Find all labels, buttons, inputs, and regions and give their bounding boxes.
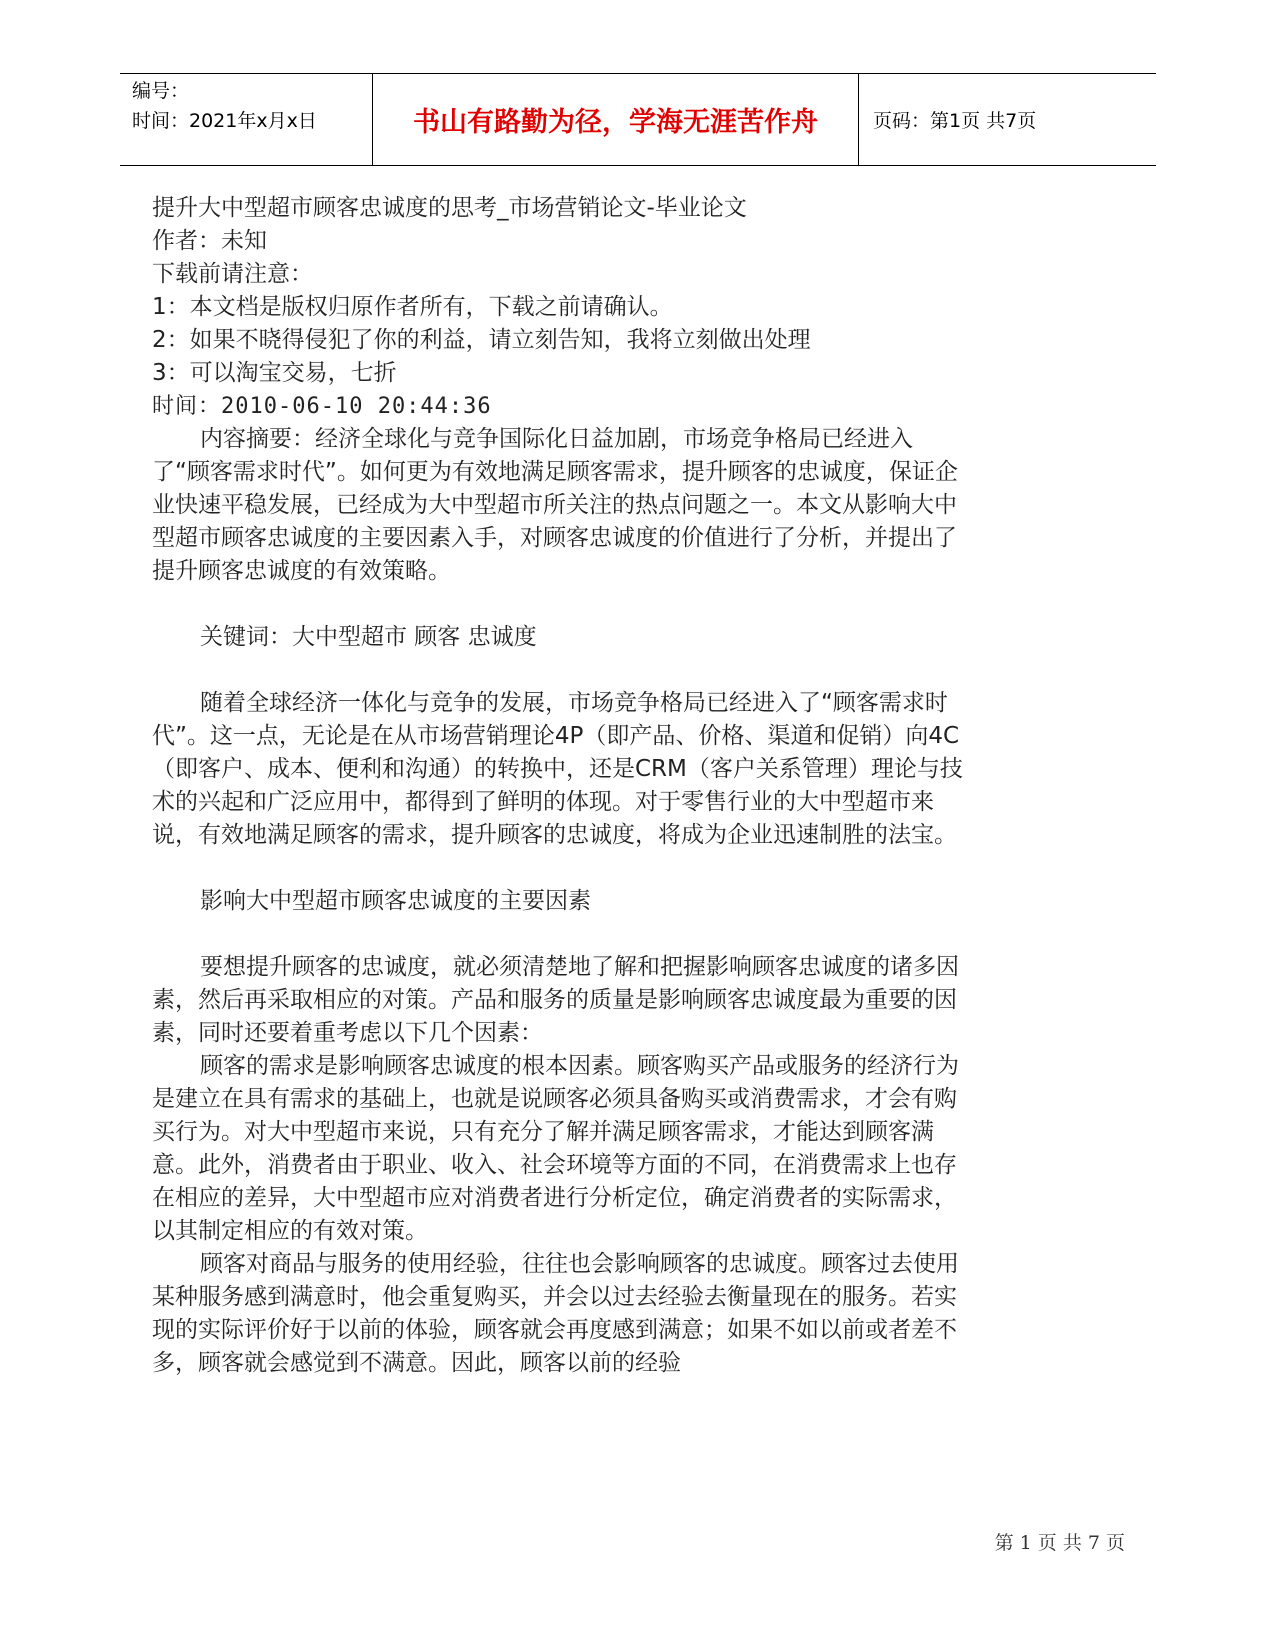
- body-paragraph: 顾客对商品与服务的使用经验，往往也会影响顾客的忠诚度。顾客过去使用某种服务感到满意时，他会重复购买，并会以过去经验去衡量现在的服务。若实现的实际评价好于以前的体验，顾客就会再度感到满意；如果不如以前或者差不多，顾客就会感觉到不满意。因此，顾客以前的经验: [152, 1251, 959, 1376]
- intro-paragraph: 随着全球经济一体化与竞争的发展，市场竞争格局已经进入了“顾客需求时代”。这一点，无论是在从市场营销理论4P（即产品、价格、渠道和促销）向4C（即客户、成本、便利和沟通）的转换中，还是CRM（客户关系管理）理论与技术的兴起和广泛应用中，都得到了鲜明的体现。对于零售行业的大中型超市来说，有效地满足顾客的需求，提升顾客的忠诚度，将成为企业迅速制胜的法宝。: [152, 690, 963, 848]
- header-motto: 书山有路勤为径，学海无涯苦作舟: [372, 74, 859, 165]
- body-paragraph: 顾客的需求是影响顾客忠诚度的根本因素。顾客购买产品或服务的经济行为是建立在具有需求的基础上，也就是说顾客必须具备购买或消费需求，才会有购买行为。对大中型超市来说，只有充分了解并满足顾客需求，才能达到顾客满意。此外，消费者由于职业、收入、社会环境等方面的不同，在消费需求上也存在相应的差异，大中型超市应对消费者进行分析定位，确定消费者的实际需求，以其制定相应的有效对策。: [152, 1053, 959, 1244]
- notice-item-3: 3：可以淘宝交易，七折: [152, 360, 397, 386]
- section-heading: 影响大中型超市顾客忠诚度的主要因素: [200, 888, 591, 914]
- page-footer: 第 1 页 共 7 页: [994, 1532, 1125, 1554]
- notice-item-1: 1：本文档是版权归原作者所有，下载之前请确认。: [152, 294, 673, 320]
- abstract-paragraph: 内容摘要：经济全球化与竞争国际化日益加剧，市场竞争格局已经进入了“顾客需求时代”。如何更为有效地满足顾客需求，提升顾客的忠诚度，保证企业快速平稳发展，已经成为大中型超市所关注的热点问题之一。本文从影响大中型超市顾客忠诚度的主要因素入手，对顾客忠诚度的价值进行了分析，并提出了提升顾客忠诚度的有效策略。: [152, 426, 958, 584]
- keywords-line: 关键词：大中型超市 顾客 忠诚度: [200, 624, 537, 650]
- header-page-info: 页码：第1页 共7页: [873, 110, 1037, 132]
- doc-title: 提升大中型超市顾客忠诚度的思考_市场营销论文-毕业论文: [152, 195, 747, 221]
- notice-heading: 下载前请注意：: [152, 261, 313, 287]
- doc-number-label: 编号：: [132, 80, 190, 102]
- doc-date: 时间：2021年x月x日: [132, 110, 317, 132]
- document-header: [120, 73, 1156, 166]
- notice-item-2: 2：如果不晓得侵犯了你的利益，请立刻告知，我将立刻做出处理: [152, 327, 811, 353]
- header-meta-cell: [120, 74, 372, 165]
- document-body: [152, 192, 967, 1380]
- body-paragraph: 要想提升顾客的忠诚度，就必须清楚地了解和把握影响顾客忠诚度的诸多因素，然后再采取相应的对策。产品和服务的质量是影响顾客忠诚度最为重要的因素，同时还要着重考虑以下几个因素：: [152, 954, 959, 1046]
- doc-author: 作者：未知: [152, 228, 267, 254]
- doc-timestamp: 时间：2010-06-10 20:44:36: [152, 394, 492, 419]
